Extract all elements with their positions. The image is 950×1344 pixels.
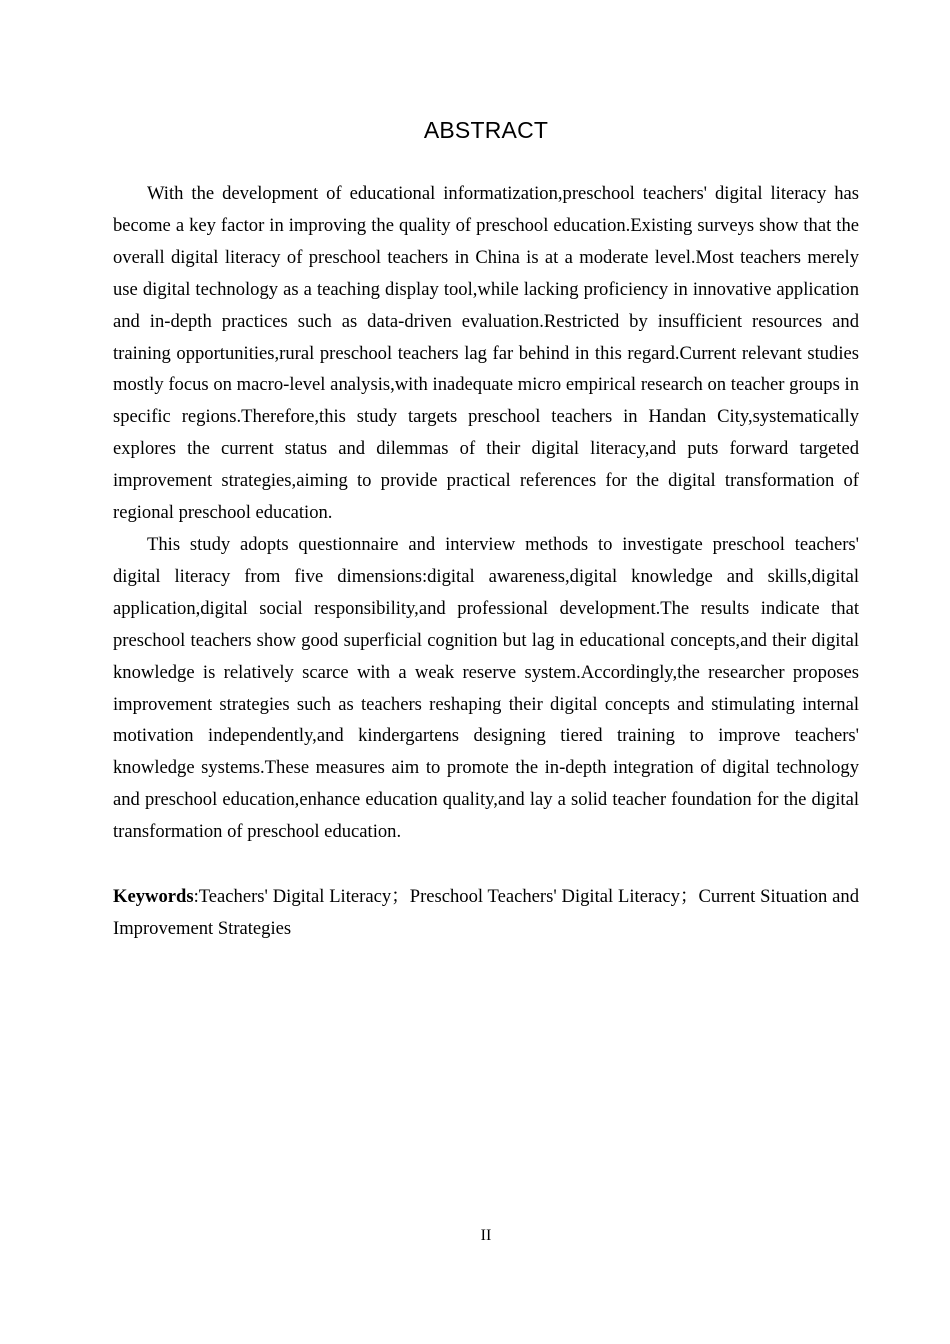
abstract-body — [113, 178, 859, 848]
keywords-label: Keywords — [113, 886, 194, 907]
abstract-title: ABSTRACT — [423, 117, 549, 143]
page-number: II — [480, 1227, 492, 1244]
abstract-paragraph-1: With the development of educational informatization,preschool teachers' digital literacy has become a key factor in improving the quality of preschool education.Existing surveys show that the overall digital literacy of preschool teachers in China is at a moderate level.Most teachers merely use digital technology as a teaching display tool,while lacking proficiency in innovative application and in-depth practices such as data-driven evaluation.Restricted by insufficient resources and training opportunities,rural preschool teachers lag far behind in this regard.Current relevant studies mostly focus on macro-level analysis,with inadequate micro empirical research on teacher groups in specific regions.Therefore,this study targets preschool teachers in Handan City,systematically explores the current status and dilemmas of their digital literacy,and puts forward targeted improvement strategies,aiming to provide practical references for the digital transformation of regional preschool education. — [113, 183, 859, 524]
keywords-text: :Teachers' Digital Literacy；Preschool Teachers' Digital Literacy；Current Situation and Improvement Strategies — [113, 886, 859, 939]
keywords-line — [113, 881, 859, 945]
abstract-paragraph-2: This study adopts questionnaire and interview methods to investigate preschool teachers' digital literacy from five dimensions:digital awareness,digital knowledge and skills,digital application,digital social responsibility,and professional development.The results indicate that preschool teachers show good superficial cognition but lag in educational concepts,and their digital knowledge is relatively scarce with a weak reserve system.Accordingly,the researcher proposes improvement strategies such as teachers reshaping their digital concepts and stimulating internal motivation independently,and kindergartens designing tiered training to improve teachers' knowledge systems.These measures aim to promote the in-depth integration of digital technology and preschool education,enhance education quality,and lay a solid teacher foundation for the digital transformation of preschool education. — [113, 533, 859, 843]
